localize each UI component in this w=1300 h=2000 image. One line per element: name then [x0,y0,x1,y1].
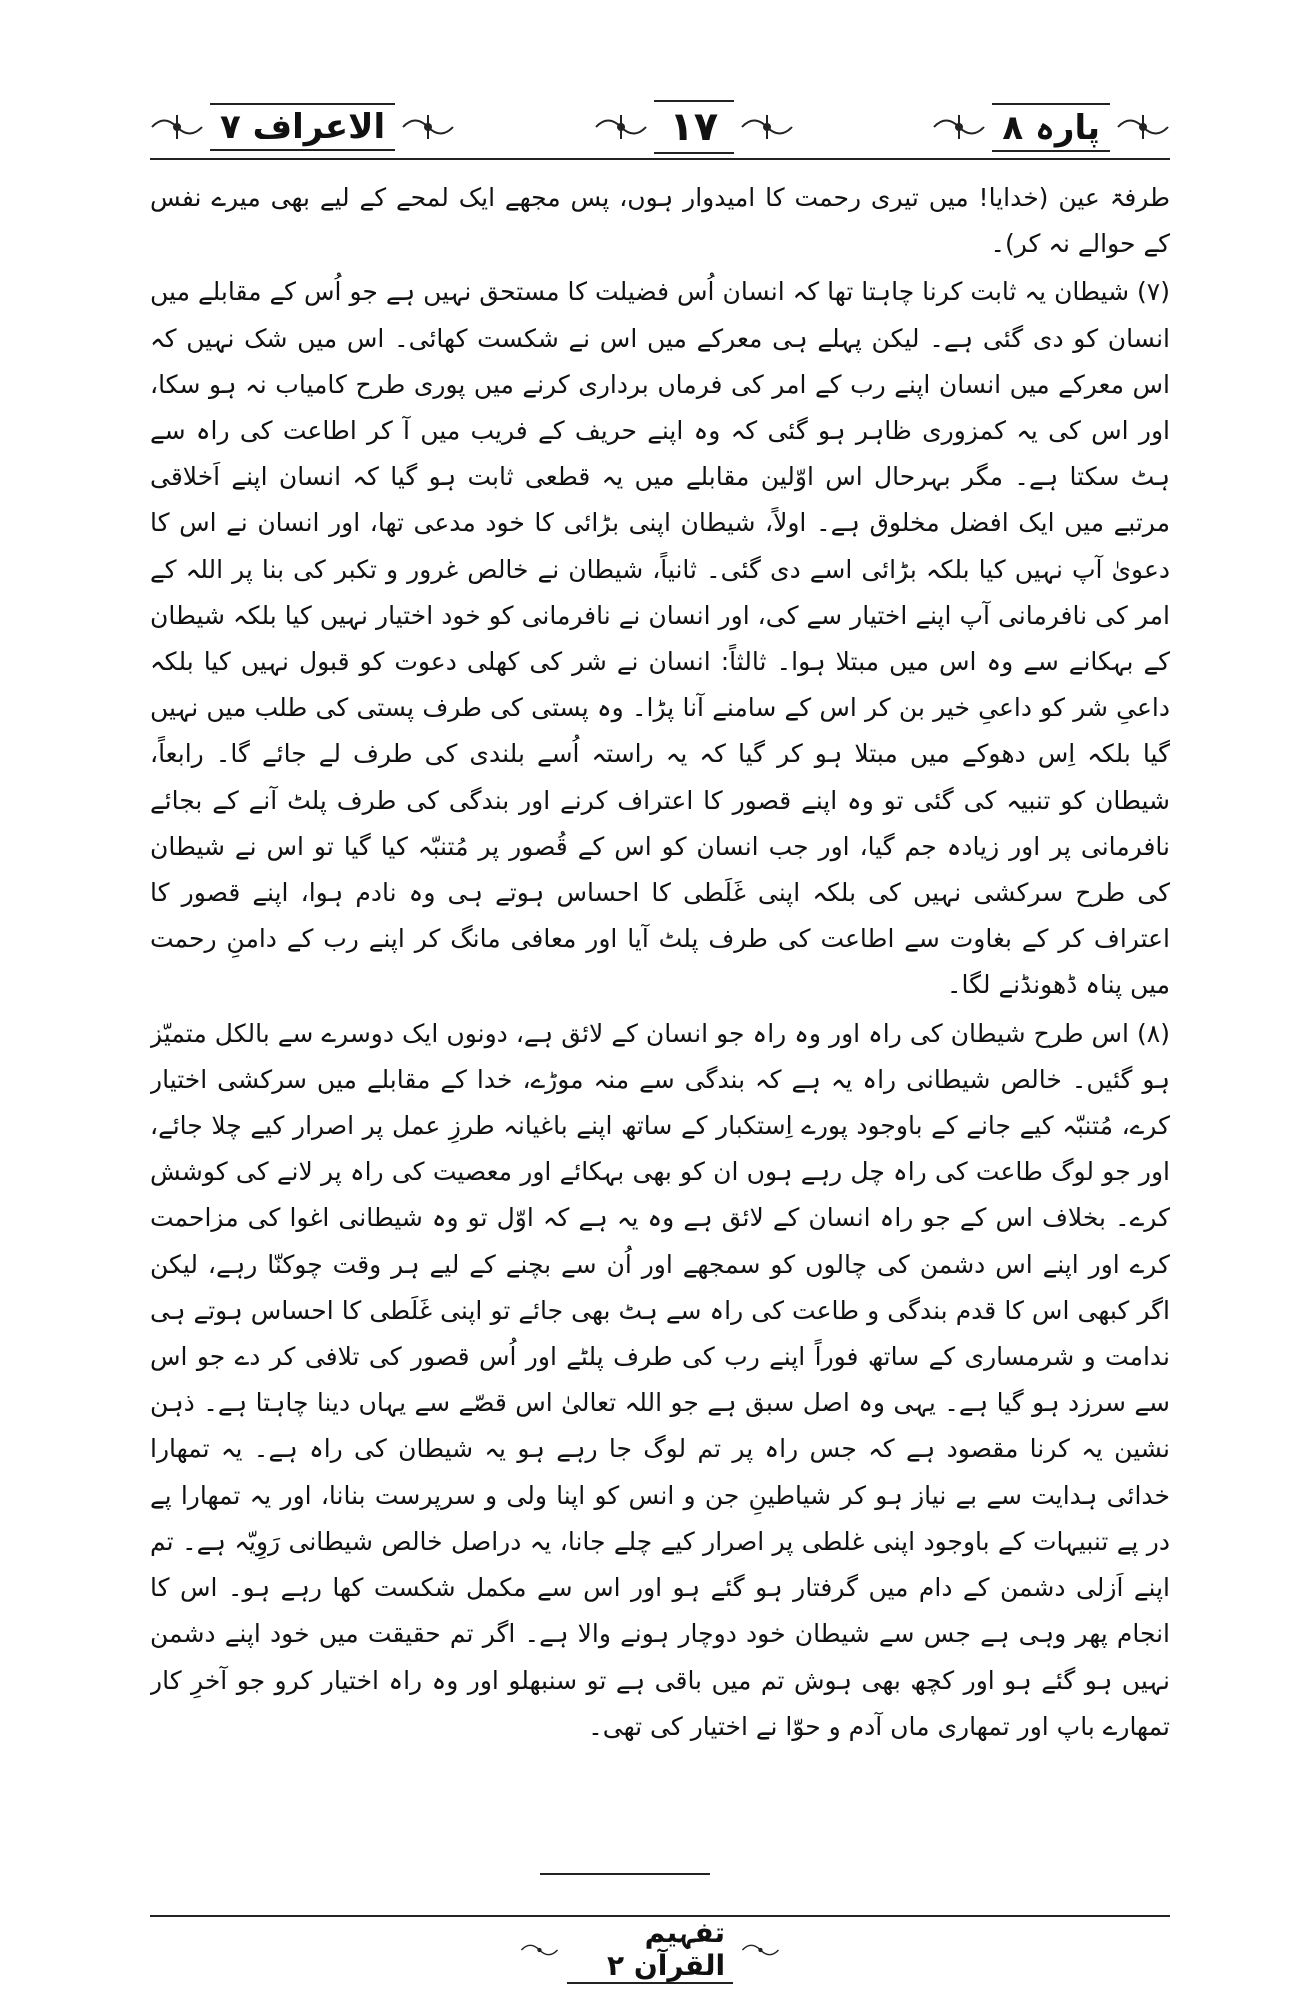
footnote-divider [540,1873,710,1875]
book-title: تفہیم القرآن ۲ [567,1916,733,1984]
surah-label: الاعراف ۷ [210,103,395,151]
paragraph-intro: طرفۃ عین (خدایا! میں تیری رحمت کا امیدوار ہوں، پس مجھے ایک لمحے کے لیے بھی میرے نفس کے حوالے نہ کر)۔ [150,183,1170,259]
commentary-text [150,175,1170,1920]
page-footer [520,1916,780,1982]
header-rule [150,158,1170,160]
page-header [150,96,1170,158]
floral-ornament-icon [150,112,204,142]
paragraph-note-7: (۷) شیطان یہ ثابت کرنا چاہتا تھا کہ انسان اُس فضیلت کا مستحق نہیں ہے جو اُس کے مقابلے میں انسان کو دی گئی ہے۔ لیکن پہلے ہی معرکے میں اس نے شکست کھائی۔ اس میں شک نہیں کہ اس معرکے میں انسان اپنے رب کے امر کی فرماں برداری کرنے میں پوری طرح کامیاب نہ ہو سکا، اور اس کی یہ کمزوری ظاہر ہو گئی کہ وہ اپنے حریف کے فریب میں آ کر اطاعت کی راہ سے ہٹ سکتا ہے۔ مگر بہرحال اس اوّلین مقابلے میں یہ قطعی ثابت ہو گیا کہ انسان اپنے اَخلاقی مرتبے میں ایک افضل مخلوق ہے۔ اولاً، شیطان اپنی بڑائی کا خود مدعی تھا، اور انسان نے اس کا دعویٰ آپ نہیں کیا بلکہ بڑائی اسے دی گئی۔ ثانیاً، شیطان نے خالص غرور و تکبر کی بنا پر اللہ کے امر کی نافرمانی آپ اپنے اختیار سے کی، اور انسان نے نافرمانی کو خود اختیار نہیں کیا بلکہ شیطان کے بہکانے سے وہ اس میں مبتلا ہوا۔ ثالثاً: انسان نے شر کی کھلی دعوت کو قبول نہیں کیا بلکہ داعیِ شر کو داعیِ خیر بن کر اس کے سامنے آنا پڑا۔ وہ پستی کی طرف پستی کی طلب میں نہیں گیا بلکہ اِس دھوکے میں مبتلا ہو کر گیا کہ یہ راستہ اُسے بلندی کی طرف لے جائے گا۔ رابعاً، شیطان کو تنبیہ کی گئی تو وہ اپنے قصور کا اعتراف کرنے اور بندگی کی طرف پلٹ آنے کے بجائے نافرمانی پر اور زیادہ جم گیا، اور جب انسان کو اس کے قُصور پر مُتنبّہ کیا گیا تو اس نے شیطان کی طرح سرکشی نہیں کی بلکہ اپنی غَلَطی کا احساس ہوتے ہی وہ نادم ہوا، اپنے قصور کا اعتراف کر کے بغاوت سے اطاعت کی طرف پلٹ آیا اور معافی مانگ کر اپنے رب کے دامنِ رحمت میں پناہ ڈھونڈنے لگا۔ [150,277,1170,1000]
floral-ornament-icon [932,112,986,142]
floral-ornament-icon [594,112,648,142]
floral-ornament-icon [1116,112,1170,142]
floral-ornament-icon [401,112,455,142]
floral-ornament-icon [740,112,794,142]
page-number: ۱۷ [654,100,734,154]
paragraph-note-8: (۸) اس طرح شیطان کی راہ اور وہ راہ جو انسان کے لائق ہے، دونوں ایک دوسرے سے بالکل متمیّز ہو گئیں۔ خالص شیطانی راہ یہ ہے کہ بندگی سے منہ موڑے، خدا کے مقابلے میں سرکشی اختیار کرے، مُتنبّہ کیے جانے کے باوجود پورے اِستکبار کے ساتھ اپنے باغیانہ طرزِ عمل پر اصرار کیے چلا جائے، اور جو لوگ طاعت کی راہ چل رہے ہوں ان کو بھی بہکائے اور معصیت کی راہ پر لانے کی کوشش کرے۔ بخلاف اس کے جو راہ انسان کے لائق ہے وہ یہ ہے کہ اوّل تو وہ شیطانی اغوا کی مزاحمت کرے اور اپنے اس دشمن کی چالوں کو سمجھے اور اُن سے بچنے کے لیے ہر وقت چوکنّا رہے، لیکن اگر کبھی اس کا قدم بندگی و طاعت کی راہ سے ہٹ بھی جائے تو اپنی غَلَطی کا احساس ہوتے ہی ندامت و شرمساری کے ساتھ فوراً اپنے رب کی طرف پلٹے اور اُس قصور کی تلافی کر دے جو اس سے سرزد ہو گیا ہے۔ یہی وہ اصل سبق ہے جو اللہ تعالیٰ اس قصّے سے یہاں دینا چاہتا ہے۔ ذہن نشین یہ کرنا مقصود ہے کہ جس راہ پر تم لوگ جا رہے ہو یہ شیطان کی راہ ہے۔ یہ تمھارا خدائی ہدایت سے بے نیاز ہو کر شیاطینِ جن و انس کو اپنا ولی و سرپرست بنانا، اور یہ تمھارا پے در پے تنبیہات کے باوجود اپنی غلطی پر اصرار کیے چلے جانا، یہ دراصل خالص شیطانی رَوِیّہ ہے۔ تم اپنے اَزلی دشمن کے دام میں گرفتار ہو گئے ہو اور اس سے مکمل شکست کھا رہے ہو۔ اس کا انجام پھر وہی ہے جس سے شیطان خود دوچار ہونے والا ہے۔ اگر تم حقیقت میں خود اپنے دشمن نہیں ہو گئے ہو اور کچھ بھی ہوش تم میں باقی ہے تو سنبھلو اور وہ راہ اختیار کرو جو آخرِ کار تمھارے باپ اور تمھاری ماں آدم و حوّا نے اختیار کی تھی۔ [150,1018,1170,1741]
header-surah [150,103,455,151]
header-para [932,103,1170,152]
header-page-number [594,100,794,154]
para-label: پارہ ۸ [992,103,1110,152]
floral-ornament-icon [520,1935,559,1965]
floral-ornament-icon [741,1935,780,1965]
